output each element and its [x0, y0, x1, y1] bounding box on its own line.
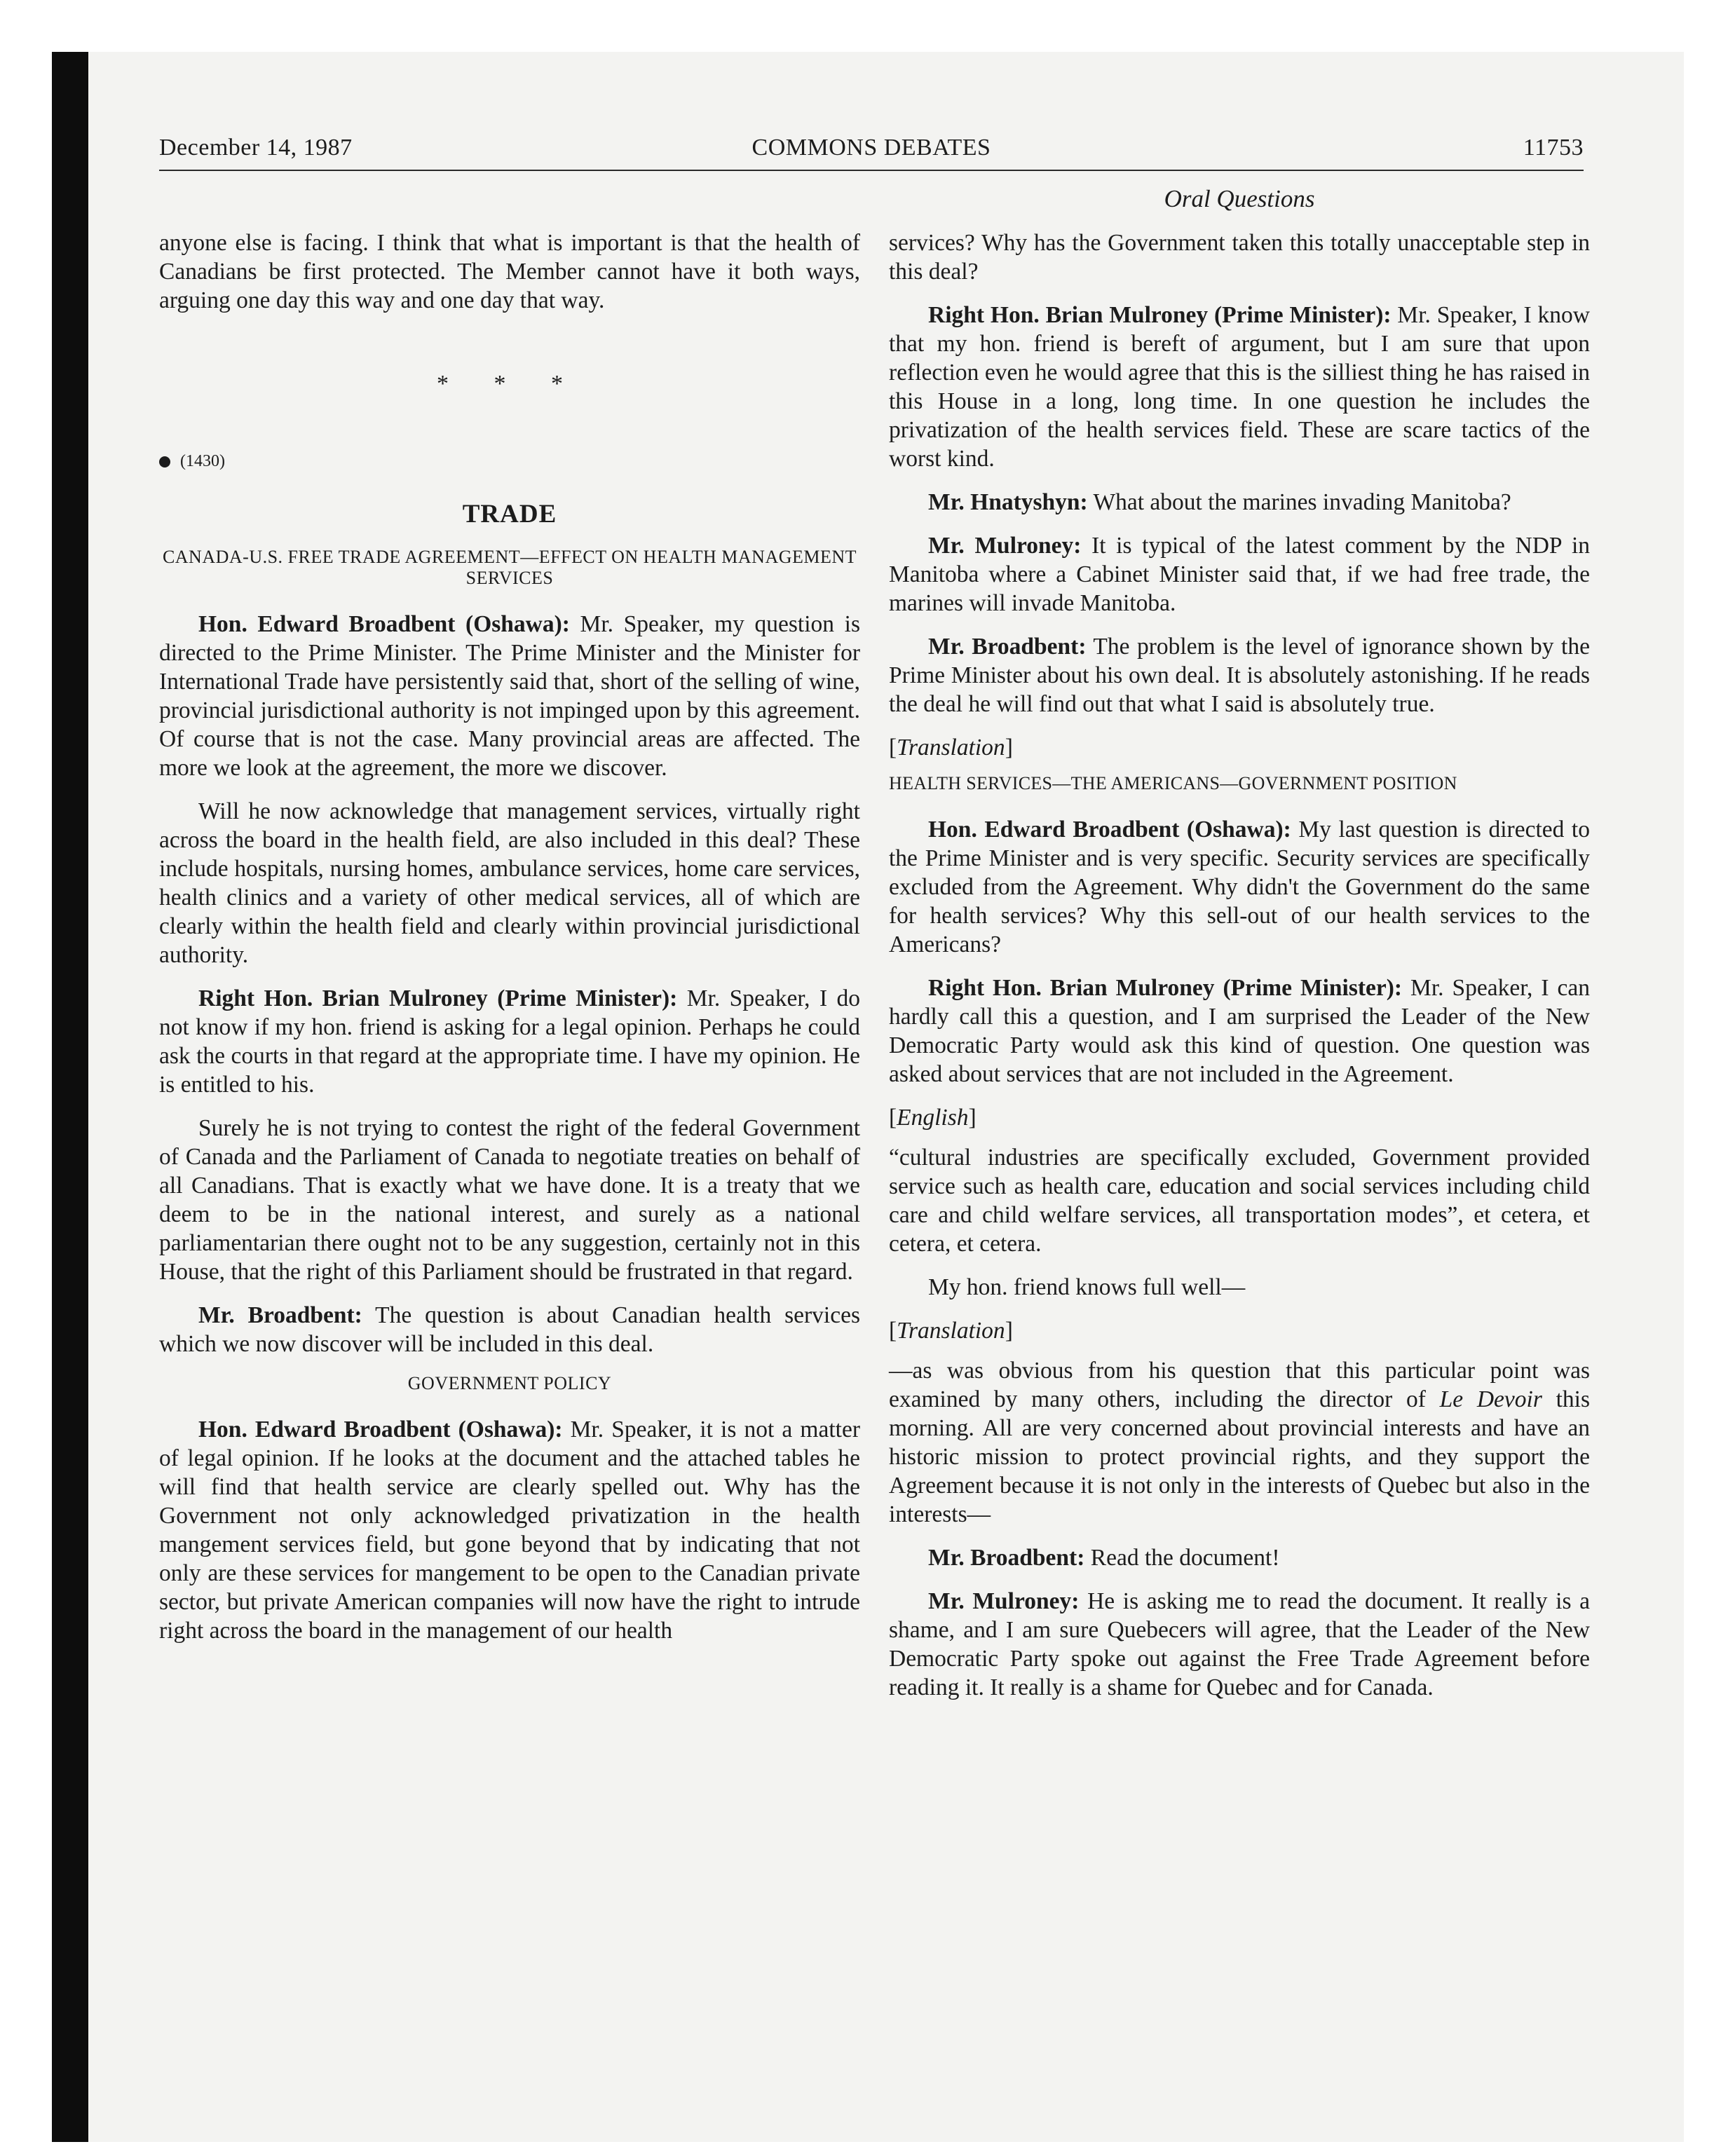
speaker-name: Mr. Broadbent:: [198, 1302, 362, 1328]
newspaper-title: Le Devoir: [1439, 1386, 1542, 1412]
speaker-name: Mr. Broadbent:: [928, 634, 1087, 660]
paragraph: [889, 301, 1590, 473]
paragraph: [159, 984, 860, 1099]
timestamp-text: (1430): [180, 452, 225, 470]
speaker-name: Hon. Edward Broadbent (Oshawa):: [198, 1417, 563, 1442]
speech-text: It is typical of the latest comment by the NDP in Manitoba where a Cabinet Minister said that, if we had free trade, the marines will invade Manitoba.: [889, 533, 1590, 616]
paragraph: [889, 1543, 1590, 1572]
header-page-number: 11753: [1523, 135, 1584, 161]
speech-text: this morning. All are very concerned about provincial interests and have an historic mission to protect provincial rights, and they support the Agreement because it is not only in the interests of Quebec but also in the interests—: [889, 1386, 1591, 1527]
language-note-text: English: [897, 1105, 969, 1131]
speaker-name: Mr. Mulroney:: [928, 1588, 1080, 1614]
header-date: December 14, 1987: [159, 135, 353, 161]
paragraph: Will he now acknowledge that management services, virtually right across the board in the health field, are also included in this deal? These include hospitals, nursing homes, ambulance services, home care services, health clinics and a variety of other medical services, all of which are clearly within the health field and clearly within provincial jurisdictional authority.: [159, 798, 860, 968]
language-note-text: Translation: [897, 735, 1005, 760]
speech-text: The question is about Canadian health services which we now discover will be included in this deal.: [159, 1302, 860, 1357]
binding-edge: [52, 52, 88, 2142]
speaker-name: Mr. Mulroney:: [928, 533, 1082, 559]
speech-text: Mr. Speaker, I can hardly call this a question, and I am surprised the Leader of the New Democratic Party would ask this kind of question. One question was asked about services that are not included in the Agreement.: [889, 975, 1591, 1087]
paragraph: [889, 815, 1590, 959]
speaker-name: Right Hon. Brian Mulroney (Prime Minister):: [928, 975, 1403, 1001]
speech-text: Mr. Speaker, I do not know if my hon. friend is asking for a legal opinion. Perhaps he could ask the courts in that regard at the appropriate time. I have my opinion. He is entitled to his.: [159, 985, 861, 1098]
paragraph: [159, 1415, 860, 1645]
speech-text: Mr. Speaker, my question is directed to the Prime Minister. The Prime Minister and the Minister for International Trade have persistently said that, short of the selling of wine, provincial jurisdictional authority is not impinged upon by this agreement. Of course that is not the case. Many provincial areas are affected. The more we look at the agreement, the more we discover.: [159, 611, 860, 781]
speech-text: —as was obvious from his question that this particular point was examined by many others, including the director of: [889, 1358, 1590, 1412]
right-column: [889, 228, 1590, 1717]
language-note-text: Translation: [897, 1318, 1005, 1344]
section-heading: TRADE: [462, 500, 557, 528]
speaker-name: Hon. Edward Broadbent (Oshawa):: [928, 817, 1291, 842]
speaker-name: Right Hon. Brian Mulroney (Prime Minister):: [198, 985, 678, 1011]
speech-text: Mr. Speaker, it is not a matter of legal opinion. If he looks at the document and the attached tables he will find that health service are clearly spelled out. Why has the Government not only acknowledged privatization in the health mangement services field, but gone beyond that by indicating that not only are these services for mangement to be open to the Canadian private sector, but private American companies will now have the right to intrude right across the board in the management of our health: [159, 1417, 860, 1644]
speech-text: What about the marines invading Manitoba?: [1087, 489, 1511, 515]
section-separator: * * *: [437, 371, 583, 397]
speech-text: My last question is directed to the Prime Minister and is very specific. Security services are specifically excluded from the Agreement. Why didn't the Government do the same for health services? Why this sell-out of our health services to the Americans?: [889, 817, 1590, 957]
header-publication: COMMONS DEBATES: [751, 135, 991, 161]
paragraph: [889, 488, 1590, 517]
paragraph: [159, 610, 860, 782]
paragraph: [889, 974, 1590, 1089]
speech-text: Mr. Speaker, I know that my hon. friend is bereft of argument, but I am sure that upon reflection even he would agree that this is the silliest thing he has raised in this House in a long, long time. In one question he includes the privatization of the health services field. These are scare tactics of the worst kind.: [889, 302, 1591, 472]
speaker-name: Mr. Broadbent:: [928, 1545, 1085, 1571]
speech-text: The problem is the level of ignorance shown by the Prime Minister about his own deal. It is absolutely astonishing. If he reads the deal he will find out that what I said is absolutely true.: [889, 634, 1590, 717]
language-note: [Translation]: [889, 1318, 1013, 1344]
subheading: HEALTH SERVICES—THE AMERICANS—GOVERNMENT POSITION: [889, 773, 1457, 793]
speaker-name: Mr. Hnatyshyn:: [928, 489, 1088, 515]
timestamp: [159, 447, 860, 476]
paragraph: anyone else is facing. I think that what is important is that the health of Canadians be first protected. The Member cannot have it both ways, arguing one day this way and one day that way.: [159, 230, 860, 313]
paragraph: [159, 1301, 860, 1358]
paragraph: [889, 1356, 1590, 1529]
paragraph: Surely he is not trying to contest the right of the federal Government of Canada and the Parliament of Canada to negotiate treaties on behalf of all Canadians. That is exactly what we have done. It is a treaty that we deem to be in the national interest, and surely as a national parliamentarian there ought not to be any suggestion, certainly not in this House, that the right of this Parliament should be frustrated in that regard.: [159, 1115, 860, 1285]
speech-text: He is asking me to read the document. It really is a shame, and I am sure Quebecers will agree, that the Leader of the New Democratic Party spoke out against the Free Trade Agreement before reading it. It really is a shame for Quebec and for Canada.: [889, 1588, 1591, 1700]
speaker-name: Right Hon. Brian Mulroney (Prime Minister):: [928, 302, 1392, 328]
speech-text: Read the document!: [1084, 1545, 1280, 1571]
language-note: [English]: [889, 1105, 977, 1131]
paragraph: [889, 632, 1590, 718]
section-label: Oral Questions: [1164, 185, 1315, 212]
paragraph: services? Why has the Government taken this totally unacceptable step in this deal?: [889, 230, 1590, 285]
speaker-name: Hon. Edward Broadbent (Oshawa):: [198, 611, 570, 637]
quotation: “cultural industries are specifically excluded, Government provided service such as health care, education and social services including child care and child welfare services, all transportation modes”, et cetera, et cetera, et cetera.: [889, 1145, 1590, 1257]
paragraph: [889, 1587, 1590, 1702]
bullet-icon: [159, 456, 170, 468]
language-note: [Translation]: [889, 735, 1013, 760]
subheading: CANADA-U.S. FREE TRADE AGREEMENT—EFFECT ON HEALTH MANAGEMENT SERVICES: [162, 547, 857, 588]
running-header: [159, 130, 1584, 171]
paragraph: My hon. friend knows full well—: [928, 1274, 1246, 1300]
subheading: GOVERNMENT POLICY: [407, 1373, 612, 1393]
left-column: [159, 228, 860, 1660]
paragraph: [889, 531, 1590, 618]
